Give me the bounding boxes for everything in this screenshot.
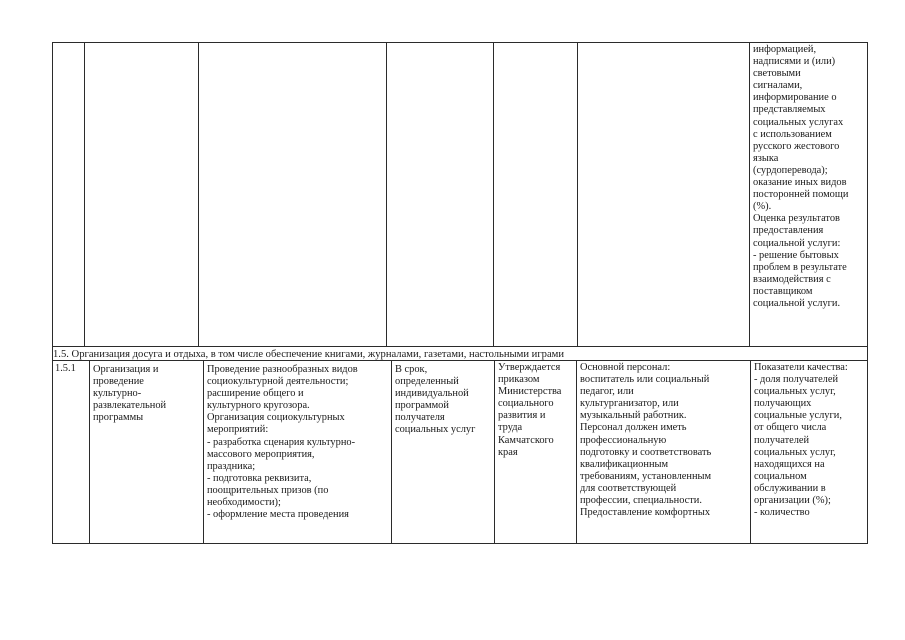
quality-indicators: Показатели качества: - доля получателей социальных услуг, получающих социальные услуги, от общего числа получателей социальных услуг, находящихся на социальном обслуживании в организации (%); - количество [754,362,848,519]
service-number: 1.5.1 [55,363,76,374]
section-row-top-border [52,346,868,347]
column-border [84,42,85,347]
table-bottom-border [52,543,868,544]
column-border [750,360,751,544]
column-border [577,42,578,347]
section-title: 1.5. Организация досуга и отдыха, в том числе обеспечение книгами, журналами, газетами, настольными играми [53,349,565,360]
column-border [203,360,204,544]
service-name: Организация и проведение культурно- развлекательной программы [93,364,167,424]
service-conditions: Основной персонал: воспитатель или социальный педагог, или культурганизатор, или музыкальный работник. Персонал должен иметь профессиональную подготовку и соответствовать квалификационным требованиям, установленным для соответствующей профессии, специальности. Предоставление комфортных [580,362,712,519]
service-tariff: Утверждается приказом Министерства социального развития и труда Камчатского края [498,362,562,458]
column-border [52,42,53,544]
column-border [391,360,392,544]
column-border [576,360,577,544]
column-border [493,42,494,347]
column-border [867,42,868,544]
column-border [494,360,495,544]
table-top-border [52,42,868,43]
service-content: Проведение разнообразных видов социокультурной деятельности; расширение общего и культурного кругозора. Организация социокультурных мероприятий: - разработка сценария культурно- массового мероприятия, праздника; - подготовка реквизита, поощрительных призов (по необходимости); - оформление места проведения [207,364,358,521]
column-border [386,42,387,347]
column-border [198,42,199,347]
column-border [749,42,750,347]
quality-indicators-cell-continued: информацией, надписями и (или) световыми сигналами, информирование о представляемых социальных услугах с использованием русского жестового языка (сурдоперевода); оказание иных видов посторонней помощи (%). Оценка результатов предоставления социальной услуги: - решение бытовых проблем в результате взаимодействия с поставщиком социальной услуги. [753,44,849,309]
column-border [89,360,90,544]
service-term: В срок, определенный индивидуальной программой получателя социальных услуг [395,364,476,436]
